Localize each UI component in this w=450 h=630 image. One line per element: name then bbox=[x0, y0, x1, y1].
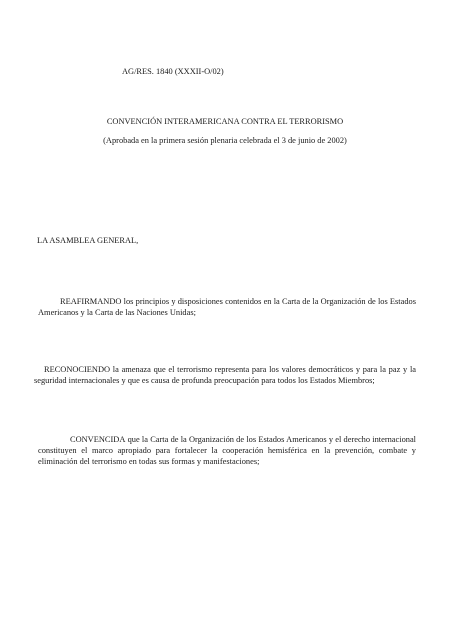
addressee: LA ASAMBLEA GENERAL, bbox=[37, 236, 139, 245]
paragraph-text: los principios y disposiciones contenidos en la Carta de la Organización de los Estados Americanos y la Carta de las Naciones Unidas; bbox=[38, 297, 416, 317]
paragraph-text: la amenaza que el terrorismo representa para los valores democráticos y para la paz y la seguridad internacionales y que es causa de profunda preocupación para todos los Estados Miembros; bbox=[34, 365, 416, 385]
paragraph-lead: CONVENCIDA bbox=[70, 435, 126, 444]
paragraph-reconociendo bbox=[34, 364, 416, 386]
paragraph-convencida bbox=[38, 434, 416, 467]
document-title: CONVENCIÓN INTERAMERICANA CONTRA EL TERRORISMO bbox=[106, 117, 344, 126]
resolution-id: AG/RES. 1840 (XXXII-O/02) bbox=[122, 67, 224, 76]
document-subtitle: (Aprobada en la primera sesión plenaria celebrada el 3 de junio de 2002) bbox=[103, 136, 347, 145]
paragraph-reafirmando bbox=[38, 296, 416, 318]
paragraph-lead: RECONOCIENDO bbox=[44, 365, 111, 374]
paragraph-lead: REAFIRMANDO bbox=[60, 297, 122, 306]
paragraph-text: que la Carta de la Organización de los Estados Americanos y el derecho internacional constituyen el marco apropiado para fortalecer la cooperación hemisférica en la prevención, combate y eliminación del terrorismo en todas sus formas y manifestaciones; bbox=[38, 435, 416, 466]
